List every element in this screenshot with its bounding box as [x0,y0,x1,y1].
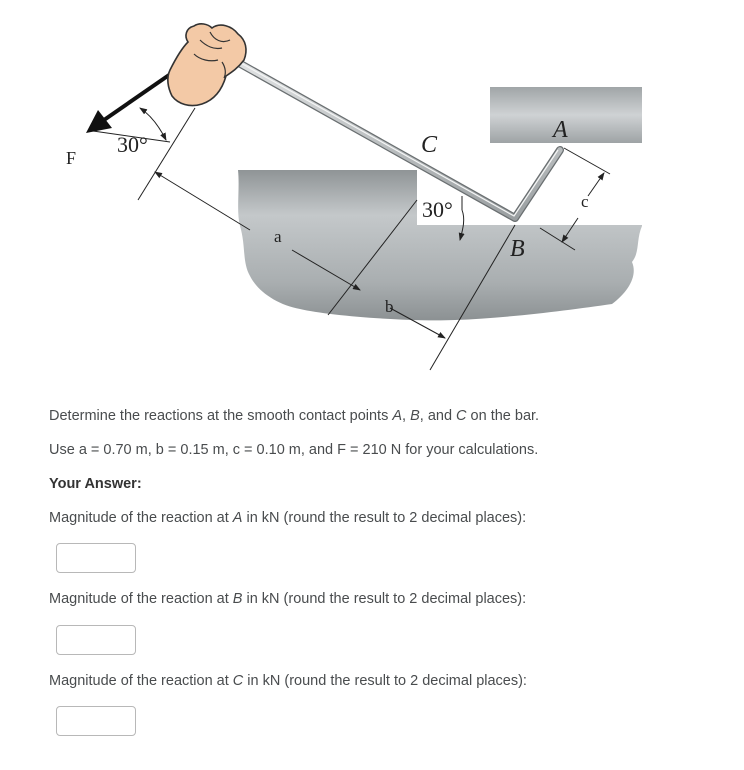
label-A: A [553,117,568,143]
answer-a-input[interactable] [56,543,136,573]
answer-c-input[interactable] [56,706,136,736]
prompt-reaction-a: Magnitude of the reaction at A in kN (round the result to 2 decimal places): [49,510,527,526]
answer-b-input[interactable] [56,625,136,655]
prompt-reaction-c: Magnitude of the reaction at C in kN (round the result to 2 decimal places): [49,673,527,689]
label-B: B [510,236,525,262]
problem-statement: Determine the reactions at the smooth contact points A, B, and C on the bar. [49,408,540,424]
dimension-a [155,172,250,230]
label-F: F [66,148,77,168]
given-values: Use a = 0.70 m, b = 0.15 m, c = 0.10 m, and F = 210 N for your calculations. [49,442,539,458]
label-b: b [385,297,394,316]
prompt-reaction-b: Magnitude of the reaction at B in kN (round the result to 2 decimal places): [49,591,527,607]
extension-line-A [564,148,610,174]
label-a: a [274,227,282,246]
dimension-c-1 [588,173,604,196]
answer-heading: Your Answer: [49,476,142,492]
label-force-angle: 30° [117,132,148,157]
label-bend-angle: 30° [422,197,453,222]
label-c: c [581,192,589,211]
label-C: C [421,132,438,158]
hand-icon [168,24,246,106]
